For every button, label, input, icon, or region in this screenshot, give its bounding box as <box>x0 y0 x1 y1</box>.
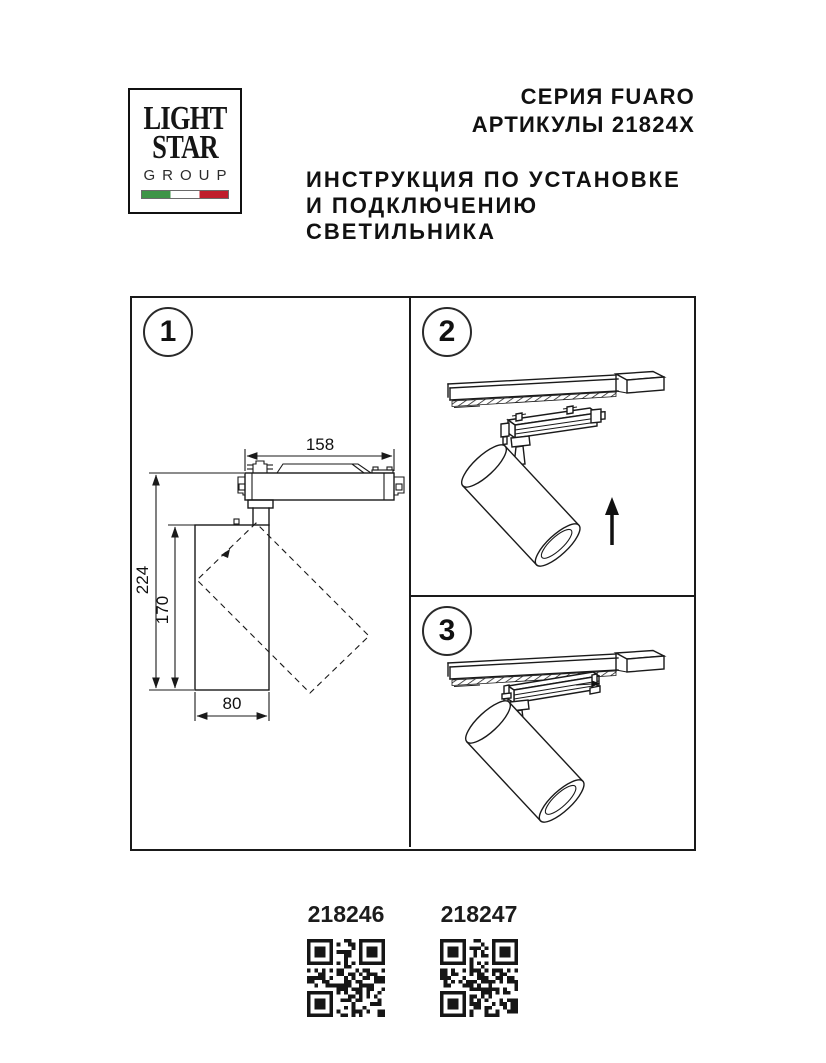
qr-code-2 <box>440 939 518 1017</box>
article-column-2 <box>440 901 518 1017</box>
instruction-line-2: И ПОДКЛЮЧЕНИЮ СВЕТИЛЬНИКА <box>306 193 539 244</box>
step-1-number: 1 <box>159 315 177 348</box>
dimension-drawing <box>132 298 409 847</box>
article-number-2: 218247 <box>440 901 518 927</box>
italy-flag-icon <box>141 190 229 199</box>
instruction-line-1: ИНСТРУКЦИЯ ПО УСТАНОВКЕ <box>306 167 681 192</box>
step-2-number: 2 <box>438 315 456 348</box>
dim-total-height: 224 <box>133 565 152 595</box>
series-title: СЕРИЯ FUARO <box>520 84 695 109</box>
panel-step-1 <box>132 298 411 847</box>
qr-code-1 <box>307 939 385 1017</box>
step-3-badge <box>422 606 472 656</box>
dim-track-width: 158 <box>305 435 335 454</box>
logo-word-group: GROUP <box>143 167 234 184</box>
arrow-up-icon <box>605 497 619 515</box>
article-column-1 <box>307 901 385 1017</box>
articles-title: АРТИКУЛЫ 21824X <box>471 112 695 137</box>
logo-word-star: STAR <box>152 129 218 166</box>
article-codes <box>307 901 518 1017</box>
logo-word-light: LIGHT <box>143 100 227 137</box>
panel-step-2 <box>411 298 694 597</box>
lightstar-logo <box>128 88 242 214</box>
step-1-badge <box>143 307 193 357</box>
series-header <box>400 83 695 139</box>
article-number-1: 218246 <box>307 901 385 927</box>
dim-body-height: 170 <box>153 595 172 625</box>
dim-body-width: 80 <box>222 694 242 713</box>
instruction-header <box>306 167 726 245</box>
step-2-badge <box>422 307 472 357</box>
step-3-number: 3 <box>438 614 456 647</box>
diagram-frame <box>130 296 696 851</box>
panel-step-3 <box>411 597 694 847</box>
